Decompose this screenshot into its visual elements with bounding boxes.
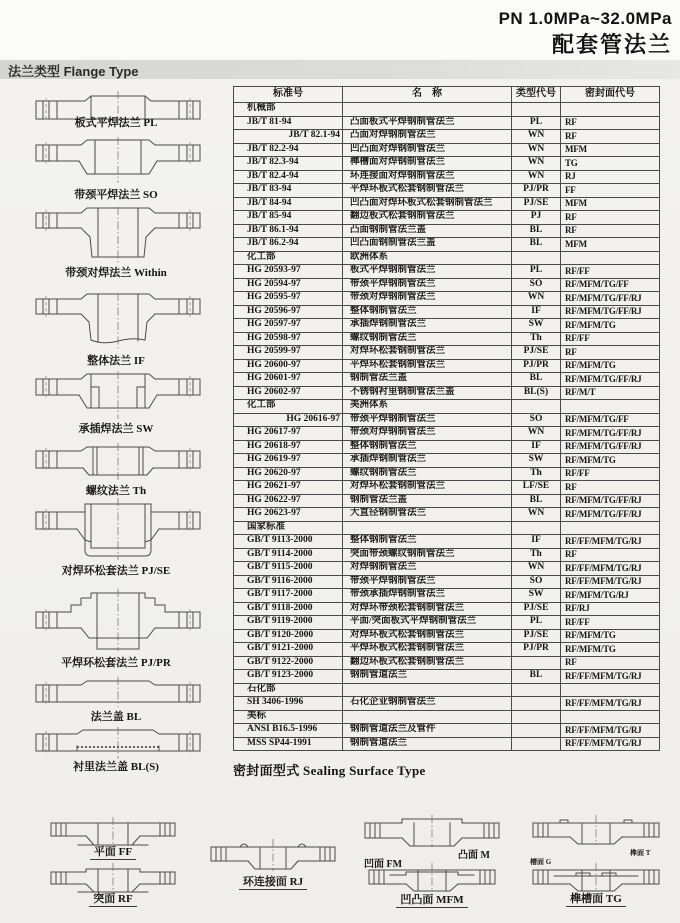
seal-diagram-g-t (530, 814, 662, 846)
flange-label-sw: 承插焊法兰 SW (78, 423, 154, 435)
table-row (234, 643, 660, 657)
cell-standard-no: HG 20602-97 (234, 386, 343, 400)
flange-label-pl: 板式平焊法兰 PL (74, 117, 158, 129)
flange-diagram-pjse (33, 496, 203, 562)
cell-seal-code (561, 400, 660, 414)
cell-name: 对焊钢制管法兰 (343, 562, 512, 576)
cell-type-code (512, 683, 561, 697)
pressure-range: PN 1.0MPa~32.0MPa (498, 9, 672, 28)
cell-seal-code: RF/MFM/TG (561, 629, 660, 643)
cell-standard-no: JB/T 83-94 (234, 184, 343, 198)
table-row (234, 400, 660, 414)
flange-diagram-th (33, 442, 203, 482)
cell-seal-code: RJ (561, 170, 660, 184)
cell-standard-no: HG 20620-97 (234, 467, 343, 481)
cell-type-code: PL (512, 265, 561, 279)
cell-type-code: PJ/PR (512, 359, 561, 373)
page-title: 配套管法兰 (551, 32, 672, 57)
cell-name: 带颈平焊钢制管法兰 (343, 278, 512, 292)
cell-standard-no: GB/T 9116-2000 (234, 575, 343, 589)
table-row (234, 292, 660, 306)
cell-type-code: WN (512, 292, 561, 306)
seal-label-fm: 凹面 FM (364, 859, 403, 870)
cell-type-code (512, 724, 561, 738)
cell-standard-no: HG 20600-97 (234, 359, 343, 373)
cell-type-code: PL (512, 116, 561, 130)
cell-type-code: Th (512, 467, 561, 481)
seal-diagram-mfm (366, 862, 498, 892)
table-row (234, 373, 660, 387)
table-row (234, 332, 660, 346)
cell-type-code: BL (512, 373, 561, 387)
flange-diagram-bl (33, 676, 203, 708)
cell-standard-no: GB/T 9123-2000 (234, 670, 343, 684)
cell-type-code (512, 521, 561, 535)
table-row (234, 521, 660, 535)
table-row (234, 238, 660, 252)
table-row (234, 575, 660, 589)
cell-type-code: SO (512, 575, 561, 589)
cell-name: 钢制管法兰盖 (343, 373, 512, 387)
table-row (234, 481, 660, 495)
seal-label-m: 凸面 M (458, 850, 490, 861)
cell-name: 环连接面对焊钢制管法兰 (343, 170, 512, 184)
cell-type-code (512, 656, 561, 670)
cell-standard-no: ANSI B16.5-1996 (234, 724, 343, 738)
cell-seal-code: RF/FF/MFM/TG/RJ (561, 724, 660, 738)
cell-name: 带颈平焊钢制管法兰 (343, 413, 512, 427)
cell-name: 对焊环带颈松套钢制管法兰 (343, 602, 512, 616)
cell-standard-no: HG 20599-97 (234, 346, 343, 360)
flange-label-so: 带颈平焊法兰 SO (74, 189, 158, 201)
cell-seal-code: RF (561, 116, 660, 130)
seal-label-g: 槽面 G (530, 858, 552, 866)
table-row (234, 440, 660, 454)
table-row (234, 265, 660, 279)
cell-type-code: PJ/PR (512, 643, 561, 657)
cell-name: 突面带颈螺纹钢制管法兰 (343, 548, 512, 562)
table-row (234, 197, 660, 211)
cell-type-code: BL (512, 494, 561, 508)
flange-label-bl: 法兰盖 BL (90, 711, 142, 723)
table-row (234, 116, 660, 130)
cell-seal-code: RF/MFM/TG/FF/RJ (561, 494, 660, 508)
seal-label-t: 榫面 T (630, 849, 651, 857)
seal-diagram-fm-m (362, 814, 502, 848)
table-row (234, 548, 660, 562)
table-row (234, 710, 660, 724)
cell-seal-code: RF/M/T (561, 386, 660, 400)
cell-seal-code: RF (561, 130, 660, 144)
cell-name: 钢制管道法兰 (343, 737, 512, 751)
table-row (234, 602, 660, 616)
cell-type-code: SW (512, 319, 561, 333)
flange-diagram-wn (33, 206, 203, 266)
cell-standard-no: JB/T 84-94 (234, 197, 343, 211)
cell-name: 对焊环松套钢制管法兰 (343, 481, 512, 495)
cell-seal-code: RF/MFM/TG (561, 359, 660, 373)
table-row (234, 346, 660, 360)
cell-seal-code: RF/FF/MFM/TG/RJ (561, 670, 660, 684)
table-row (234, 589, 660, 603)
cell-type-code: BL (512, 238, 561, 252)
table-row (234, 211, 660, 225)
seal-label-tg: 榫槽面 TG (530, 890, 662, 906)
cell-standard-no: 机械部 (234, 103, 343, 117)
table-row (234, 143, 660, 157)
flange-diagram-pjpr (33, 588, 203, 652)
flange-diagram-if (33, 292, 203, 352)
cell-type-code (512, 737, 561, 751)
cell-name (343, 710, 512, 724)
cell-type-code: WN (512, 157, 561, 171)
cell-seal-code (561, 103, 660, 117)
flange-label-pjpr: 平焊环松套法兰 PJ/PR (61, 657, 171, 669)
cell-seal-code: TG (561, 157, 660, 171)
cell-name: 对焊环板式松套钢制管法兰 (343, 629, 512, 643)
cell-standard-no: JB/T 86.2-94 (234, 238, 343, 252)
cell-seal-code: RF (561, 224, 660, 238)
cell-seal-code: RF/MFM/TG (561, 319, 660, 333)
cell-standard-no: HG 20595-97 (234, 292, 343, 306)
cell-standard-no: JB/T 82.2-94 (234, 143, 343, 157)
cell-type-code: SO (512, 413, 561, 427)
cell-seal-code (561, 683, 660, 697)
cell-name: 平面/突面板式平焊钢制管法兰 (343, 616, 512, 630)
cell-seal-code: FF (561, 184, 660, 198)
cell-standard-no: GB/T 9120-2000 (234, 629, 343, 643)
col-header-name: 名 称 (343, 87, 512, 103)
cell-seal-code: RF/MFM/TG/FF/RJ (561, 427, 660, 441)
cell-name: 榫槽面对焊钢制管法兰 (343, 157, 512, 171)
cell-seal-code: RF/MFM/TG/FF/RJ (561, 292, 660, 306)
cell-standard-no: GB/T 9115-2000 (234, 562, 343, 576)
cell-seal-code: RF/MFM/TG (561, 454, 660, 468)
cell-name: 不锈钢衬里钢制管法兰盖 (343, 386, 512, 400)
cell-type-code: WN (512, 508, 561, 522)
cell-standard-no: HG 20601-97 (234, 373, 343, 387)
cell-standard-no: JB/T 82.3-94 (234, 157, 343, 171)
cell-standard-no: 国家标准 (234, 521, 343, 535)
table-row (234, 535, 660, 549)
cell-type-code: WN (512, 130, 561, 144)
cell-name: 整体钢制管法兰 (343, 305, 512, 319)
cell-seal-code: RF/FF/MFM/TG/RJ (561, 697, 660, 711)
cell-standard-no: HG 20593-97 (234, 265, 343, 279)
cell-name: 凹凸面对焊环板式松套钢制管法兰 (343, 197, 512, 211)
cell-type-code: WN (512, 143, 561, 157)
cell-type-code: BL (512, 224, 561, 238)
cell-seal-code: RF/MFM/TG/FF/RJ (561, 373, 660, 387)
cell-standard-no: GB/T 9113-2000 (234, 535, 343, 549)
table-row (234, 616, 660, 630)
cell-name: 大直径钢制管法兰 (343, 508, 512, 522)
cell-type-code (512, 710, 561, 724)
cell-seal-code (561, 251, 660, 265)
cell-seal-code: RF (561, 656, 660, 670)
cell-type-code (512, 697, 561, 711)
cell-seal-code: RF/MFM/TG/FF (561, 278, 660, 292)
cell-type-code: SW (512, 589, 561, 603)
cell-seal-code: RF/MFM/TG/FF/RJ (561, 305, 660, 319)
cell-name: 凸面对焊钢制管法兰 (343, 130, 512, 144)
cell-type-code: SW (512, 454, 561, 468)
cell-type-code: WN (512, 427, 561, 441)
cell-standard-no: JB/T 85-94 (234, 211, 343, 225)
cell-type-code: PJ/PR (512, 184, 561, 198)
cell-name: 平焊环板式松套钢制管法兰 (343, 643, 512, 657)
table-header-row (234, 87, 660, 103)
cell-standard-no: GB/T 9121-2000 (234, 643, 343, 657)
flange-diagram-so (33, 136, 203, 184)
table-row (234, 157, 660, 171)
table-row (234, 670, 660, 684)
cell-seal-code: RF/FF/MFM/TG/RJ (561, 575, 660, 589)
flange-label-if: 整体法兰 IF (87, 355, 145, 367)
cell-type-code: Th (512, 332, 561, 346)
cell-standard-no: 化工部 (234, 400, 343, 414)
cell-name: 钢制管道法兰及管件 (343, 724, 512, 738)
cell-standard-no: JB/T 81-94 (234, 116, 343, 130)
cell-seal-code: RF/MFM/TG/FF (561, 413, 660, 427)
table-row (234, 103, 660, 117)
cell-type-code: PJ/SE (512, 197, 561, 211)
flange-diagram-bls (33, 726, 203, 760)
seal-label-ff: 平面 FF (48, 843, 178, 859)
cell-type-code: PJ/SE (512, 346, 561, 360)
seal-label-rf: 突面 RF (48, 890, 178, 906)
cell-seal-code: RF/MFM/TG (561, 643, 660, 657)
cell-name: 承插焊钢制管法兰 (343, 454, 512, 468)
cell-name: 翻边板式松套钢制管法兰 (343, 211, 512, 225)
cell-standard-no: 石化部 (234, 683, 343, 697)
cell-type-code: PL (512, 616, 561, 630)
cell-seal-code: MFM (561, 143, 660, 157)
cell-standard-no: HG 20597-97 (234, 319, 343, 333)
table-row (234, 629, 660, 643)
cell-name: 带颈对焊钢制管法兰 (343, 427, 512, 441)
cell-name: 钢制管法兰盖 (343, 494, 512, 508)
cell-name: 对焊环松套钢制管法兰 (343, 346, 512, 360)
cell-standard-no: JB/T 82.4-94 (234, 170, 343, 184)
standards-table (233, 86, 660, 751)
cell-seal-code: RF/FF (561, 265, 660, 279)
cell-name (343, 683, 512, 697)
cell-type-code: PJ/SE (512, 629, 561, 643)
cell-seal-code: RF/MFM/TG/RJ (561, 589, 660, 603)
cell-type-code: SO (512, 278, 561, 292)
cell-name: 凹凸面钢制管法兰盖 (343, 238, 512, 252)
cell-seal-code: RF/FF/MFM/TG/RJ (561, 737, 660, 751)
cell-type-code: IF (512, 305, 561, 319)
table-row (234, 562, 660, 576)
seal-label-rj: 环连接面 RJ (208, 873, 338, 889)
cell-seal-code: RF (561, 211, 660, 225)
cell-standard-no: HG 20617-97 (234, 427, 343, 441)
cell-standard-no: HG 20598-97 (234, 332, 343, 346)
cell-seal-code: RF/MFM/TG/FF/RJ (561, 440, 660, 454)
cell-name: 带颈对焊钢制管法兰 (343, 292, 512, 306)
cell-seal-code: RF (561, 346, 660, 360)
cell-standard-no: HG 20596-97 (234, 305, 343, 319)
cell-name: 凸面钢制管法兰盖 (343, 224, 512, 238)
cell-seal-code: RF/RJ (561, 602, 660, 616)
table-row (234, 386, 660, 400)
cell-standard-no: HG 20618-97 (234, 440, 343, 454)
seal-diagram-tg (530, 862, 662, 892)
table-row (234, 251, 660, 265)
col-header-type-code: 类型代号 (512, 87, 561, 103)
cell-standard-no: GB/T 9117-2000 (234, 589, 343, 603)
cell-standard-no: HG 20623-97 (234, 508, 343, 522)
cell-name: 平焊环松套钢制管法兰 (343, 359, 512, 373)
cell-name: 钢制管道法兰 (343, 670, 512, 684)
standards-table-body (234, 103, 660, 751)
cell-type-code: PJ/SE (512, 602, 561, 616)
flange-label-wn: 带颈对焊法兰 Within (65, 267, 167, 279)
table-row (234, 413, 660, 427)
table-row (234, 427, 660, 441)
cell-seal-code: RF (561, 548, 660, 562)
cell-standard-no: 化工部 (234, 251, 343, 265)
table-row (234, 359, 660, 373)
cell-name: 带颈平焊钢制管法兰 (343, 575, 512, 589)
cell-standard-no: GB/T 9122-2000 (234, 656, 343, 670)
cell-type-code: LF/SE (512, 481, 561, 495)
cell-name: 石化企业钢制管法兰 (343, 697, 512, 711)
cell-seal-code: RF/FF/MFM/TG/RJ (561, 562, 660, 576)
sealing-surface-heading: 密封面型式 Sealing Surface Type (233, 763, 426, 778)
cell-name: 美洲体系 (343, 400, 512, 414)
cell-seal-code: MFM (561, 238, 660, 252)
cell-name: 带颈承插焊钢制管法兰 (343, 589, 512, 603)
table-row (234, 656, 660, 670)
cell-standard-no: HG 20616-97 (234, 413, 343, 427)
cell-seal-code: RF/FF (561, 616, 660, 630)
cell-type-code: IF (512, 440, 561, 454)
cell-standard-no: GB/T 9114-2000 (234, 548, 343, 562)
seal-diagram-rj (208, 838, 338, 872)
flange-label-th: 螺纹法兰 Th (85, 485, 147, 497)
cell-seal-code: RF (561, 481, 660, 495)
table-row (234, 305, 660, 319)
cell-type-code: Th (512, 548, 561, 562)
cell-seal-code (561, 521, 660, 535)
col-header-seal-code: 密封面代号 (561, 87, 660, 103)
cell-type-code (512, 103, 561, 117)
cell-type-code (512, 251, 561, 265)
seal-label-mfm: 凹凸面 MFM (366, 891, 498, 907)
table-row (234, 724, 660, 738)
cell-type-code: BL (512, 670, 561, 684)
cell-type-code: BL(S) (512, 386, 561, 400)
flange-type-heading: 法兰类型 Flange Type (8, 64, 139, 79)
cell-type-code: PJ (512, 211, 561, 225)
cell-standard-no: MSS SP44-1991 (234, 737, 343, 751)
flange-label-bls: 衬里法兰盖 BL(S) (73, 761, 159, 773)
cell-seal-code: MFM (561, 197, 660, 211)
cell-name: 翻边环板式松套钢制管法兰 (343, 656, 512, 670)
cell-name: 凹凸面对焊钢制管法兰 (343, 143, 512, 157)
cell-name (343, 521, 512, 535)
cell-standard-no: JB/T 82.1-94 (234, 130, 343, 144)
cell-seal-code: RF/FF (561, 467, 660, 481)
table-row (234, 683, 660, 697)
cell-name: 承插焊钢制管法兰 (343, 319, 512, 333)
cell-seal-code: RF/FF/MFM/TG/RJ (561, 535, 660, 549)
cell-standard-no: HG 20594-97 (234, 278, 343, 292)
cell-standard-no: GB/T 9119-2000 (234, 616, 343, 630)
table-row (234, 319, 660, 333)
cell-name: 板式平焊钢制管法兰 (343, 265, 512, 279)
cell-seal-code: RF/FF (561, 332, 660, 346)
cell-name: 欧洲体系 (343, 251, 512, 265)
flange-diagram-sw (33, 370, 203, 420)
cell-standard-no: GB/T 9118-2000 (234, 602, 343, 616)
flange-type-band (0, 60, 680, 79)
table-row (234, 170, 660, 184)
cell-name: 平焊环板式松套钢制管法兰 (343, 184, 512, 198)
col-header-standard-no: 标准号 (234, 87, 343, 103)
table-row (234, 184, 660, 198)
cell-seal-code (561, 710, 660, 724)
flange-label-pjse: 对焊环松套法兰 PJ/SE (61, 565, 171, 577)
table-row (234, 130, 660, 144)
cell-type-code (512, 400, 561, 414)
cell-type-code: WN (512, 170, 561, 184)
cell-standard-no: 美标 (234, 710, 343, 724)
cell-seal-code: RF/MFM/TG/FF/RJ (561, 508, 660, 522)
cell-name (343, 103, 512, 117)
cell-standard-no: HG 20619-97 (234, 454, 343, 468)
table-row (234, 494, 660, 508)
cell-standard-no: HG 20621-97 (234, 481, 343, 495)
cell-name: 整体钢制管法兰 (343, 535, 512, 549)
cell-type-code: IF (512, 535, 561, 549)
table-row (234, 224, 660, 238)
table-row (234, 697, 660, 711)
cell-name: 螺纹钢制管法兰 (343, 467, 512, 481)
cell-standard-no: SH 3406-1996 (234, 697, 343, 711)
cell-standard-no: HG 20622-97 (234, 494, 343, 508)
table-row (234, 467, 660, 481)
table-row (234, 737, 660, 751)
cell-name: 整体钢制管法兰 (343, 440, 512, 454)
cell-name: 凸面板式平焊钢制管法兰 (343, 116, 512, 130)
cell-name: 螺纹钢制管法兰 (343, 332, 512, 346)
cell-standard-no: JB/T 86.1-94 (234, 224, 343, 238)
table-row (234, 278, 660, 292)
table-row (234, 454, 660, 468)
table-row (234, 508, 660, 522)
cell-type-code: WN (512, 562, 561, 576)
